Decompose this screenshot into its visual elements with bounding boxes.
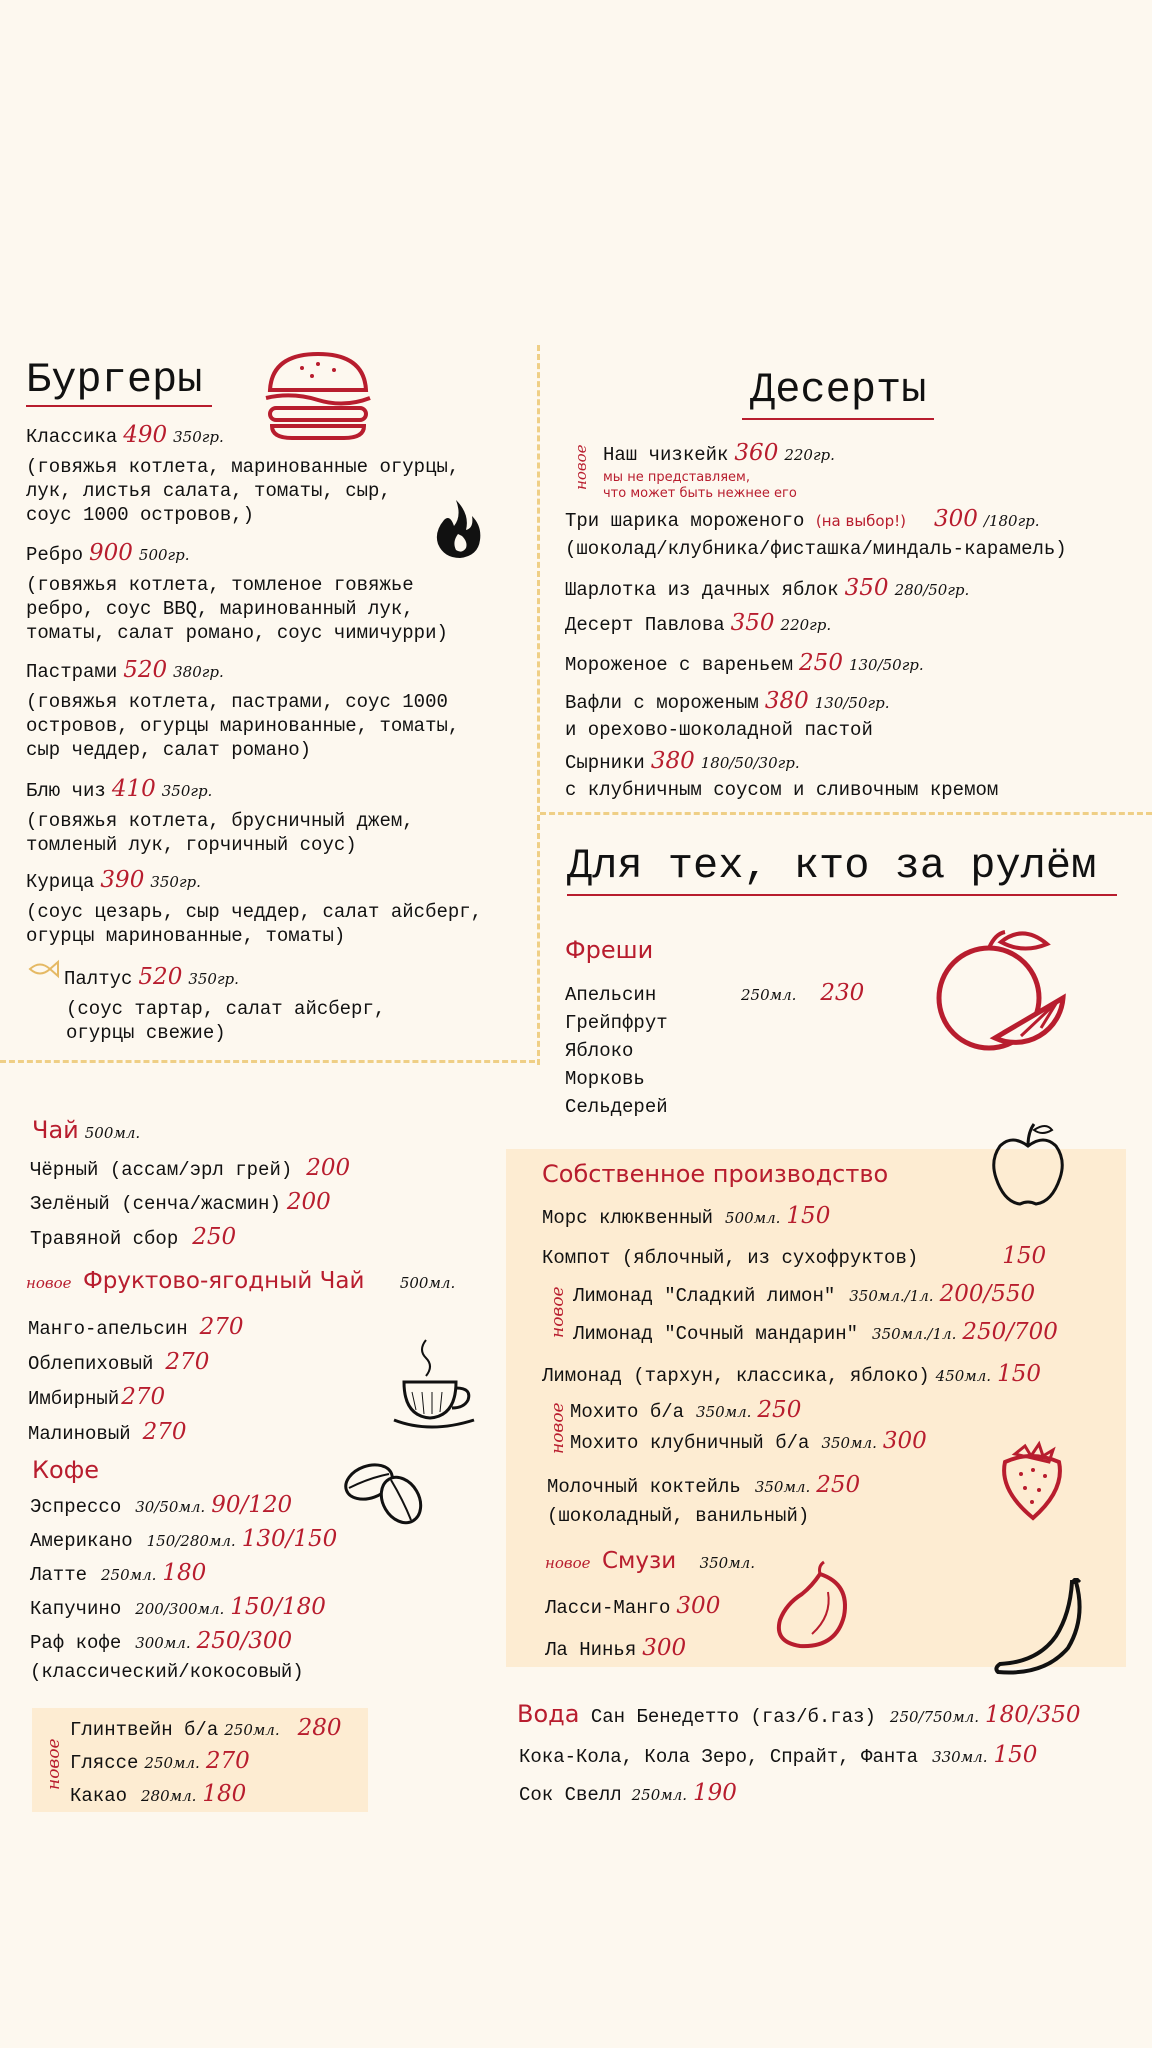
item-name: Лимонад "Сладкий лимон" <box>573 1285 836 1307</box>
item-price: 300 <box>676 1593 721 1619</box>
novoe-label: новое <box>44 1738 64 1790</box>
item-name: Зелёный (сенча/жасмин) <box>30 1193 281 1215</box>
coffee-item <box>30 1523 337 1557</box>
fruit-tea-item <box>28 1381 244 1416</box>
drivers-title-text: Для тех, кто за рулём <box>567 842 1117 896</box>
divider-vertical <box>537 345 540 1065</box>
fresh-item-name: Апельсин <box>565 984 657 1006</box>
item-name: Наш чизкейк <box>603 444 729 466</box>
item-name: Мороженое с вареньем <box>565 654 794 676</box>
item-desc: огурцы маринованные, томаты) <box>26 925 346 947</box>
item-name: Ла Нинья <box>545 1639 637 1661</box>
item-name: Классика <box>26 426 118 448</box>
item-desc: томленый лук, горчичный соус) <box>26 834 357 856</box>
item-price: 300 <box>933 506 978 532</box>
item-price: 360 <box>734 440 779 466</box>
item-price: 250 <box>816 1472 861 1498</box>
item-price: 200/550 <box>939 1281 1036 1307</box>
dessert-icecream <box>565 505 1067 563</box>
item-desc: (говяжья котлета, пастрами, соус 1000 <box>26 691 448 713</box>
item-weight: 220гр. <box>780 616 832 634</box>
own-mojito-1 <box>570 1397 801 1423</box>
own-mors <box>542 1203 830 1229</box>
own-kompot <box>542 1243 1046 1269</box>
item-note: (на выбор!) <box>815 512 906 530</box>
coffee-title: Кофе <box>32 1456 100 1484</box>
item-name: Раф кофе <box>30 1632 122 1654</box>
burger-item-3 <box>26 658 459 762</box>
item-name: Лимонад (тархун, классика, яблоко) <box>542 1365 930 1387</box>
item-price: 270 <box>142 1419 187 1445</box>
cheesecake-note-2: что может быть нежнее его <box>603 486 797 501</box>
smoothie-volume: 350мл. <box>699 1554 755 1572</box>
item-name: Палтус <box>64 968 133 990</box>
item-name: Манго-апельсин <box>28 1318 188 1340</box>
item-weight: 500гр. <box>138 546 190 564</box>
dessert-jam <box>565 650 924 676</box>
item-volume: 250мл. <box>144 1754 200 1772</box>
orange-icon <box>925 928 1070 1060</box>
coffee-list <box>30 1489 337 1685</box>
water-name: Сан Бенедетто (газ/б.газ) <box>590 1706 876 1728</box>
fresh-item <box>565 979 864 1009</box>
item-name: Глинтвейн б/а <box>70 1719 219 1741</box>
item-desc: лук, листья салата, томаты, сыр, <box>26 480 391 502</box>
item-name: Сырники <box>565 752 645 774</box>
fresh-title: Фреши <box>565 936 654 964</box>
item-volume: 330мл. <box>932 1748 988 1766</box>
hot-item <box>70 1746 342 1779</box>
item-price: 150 <box>993 1742 1038 1768</box>
novoe-label: новое <box>26 1274 72 1292</box>
raf-desc: (классический/кокосовый) <box>30 1661 304 1683</box>
novoe-label: новое <box>545 1554 591 1572</box>
dessert-waffles <box>565 688 889 744</box>
item-weight: 350гр. <box>150 873 201 891</box>
item-volume: 250мл. <box>224 1721 280 1739</box>
desserts-title <box>742 362 934 420</box>
burger-item-2 <box>26 541 448 645</box>
item-name: Три шарика мороженого <box>565 510 805 532</box>
item-weight: 130/50гр. <box>814 694 890 712</box>
item-volume: 250мл. <box>101 1566 157 1584</box>
item-price: 270 <box>165 1349 210 1375</box>
item-name: Малиновый <box>28 1423 131 1445</box>
item-desc: и орехово-шоколадной пастой <box>565 719 873 741</box>
item-price: 90/120 <box>211 1492 293 1518</box>
tea-header <box>32 1116 140 1144</box>
smoothie-item <box>545 1586 720 1628</box>
fruit-tea-list <box>28 1311 244 1451</box>
item-name: Эспрессо <box>30 1496 122 1518</box>
item-price: 150/180 <box>230 1594 326 1620</box>
item-volume: 30/50мл. <box>135 1498 206 1516</box>
item-volume: 200/300мл. <box>135 1600 225 1618</box>
burger-item-6 <box>64 965 385 1045</box>
item-weight: 350гр. <box>161 782 213 800</box>
banana-icon <box>990 1578 1090 1684</box>
novoe-label: новое <box>548 1402 568 1454</box>
item-price: 270 <box>121 1384 166 1410</box>
strawberry-icon <box>995 1440 1069 1522</box>
item-price: 250/700 <box>962 1319 1058 1345</box>
item-name: Мохито б/а <box>570 1401 685 1423</box>
item-price: 180 <box>202 1781 247 1807</box>
water-volume: 250/750мл. <box>889 1708 979 1726</box>
item-desc: огурцы свежие) <box>66 1022 226 1044</box>
item-weight: 380гр. <box>173 663 224 681</box>
hot-item <box>70 1779 342 1812</box>
tea-title: Чай <box>32 1116 79 1144</box>
fresh-item: Морковь <box>565 1068 645 1090</box>
water-price: 180/350 <box>984 1702 1081 1728</box>
fruit-tea-header <box>26 1268 455 1294</box>
water-line <box>517 1700 1081 1728</box>
juice-line <box>519 1780 737 1806</box>
item-volume: 150/280мл. <box>146 1532 236 1550</box>
item-price: 300 <box>882 1428 927 1454</box>
item-price: 520 <box>123 657 168 683</box>
coffee-item <box>30 1489 337 1523</box>
item-price: 250 <box>192 1224 237 1250</box>
item-name: Ребро <box>26 544 84 566</box>
item-desc: сыр чеддер, салат романо) <box>26 739 312 761</box>
item-price: 300 <box>642 1635 687 1661</box>
item-volume: 500мл. <box>725 1209 781 1227</box>
item-price: 190 <box>693 1780 737 1806</box>
item-price: 490 <box>123 422 168 448</box>
own-milkshake <box>547 1471 860 1531</box>
item-price: 250/300 <box>196 1628 293 1654</box>
item-price: 250 <box>799 650 843 676</box>
item-price: 350 <box>844 575 889 601</box>
novoe-label: новое <box>572 444 590 490</box>
item-name: Капучино <box>30 1598 122 1620</box>
dessert-syrniki <box>565 748 998 804</box>
item-desc: (говяжья котлета, томленое говяжье <box>26 574 414 596</box>
water-title: Вода <box>517 1700 580 1728</box>
divider-horizontal-right <box>540 812 1152 815</box>
drivers-title <box>567 842 1117 896</box>
item-volume: 350мл. <box>821 1434 877 1452</box>
item-weight: 180/50/30гр. <box>700 754 800 772</box>
item-name: Американо <box>30 1530 133 1552</box>
item-weight: 350гр. <box>173 428 224 446</box>
item-name: Кока-Кола, Кола Зеро, Спрайт, Фанта <box>519 1746 919 1768</box>
fresh-item: Грейпфрут <box>565 1012 668 1034</box>
item-price: 150 <box>1002 1243 1047 1269</box>
dessert-pavlova <box>565 610 831 636</box>
own-lemonade-2 <box>573 1319 1058 1345</box>
item-desc: (шоколад/клубника/фисташка/миндаль-карамель) <box>565 538 1067 560</box>
item-price: 380 <box>764 688 809 714</box>
item-desc: томаты, салат романо, соус чимичурри) <box>26 622 448 644</box>
fruit-tea-item <box>28 1416 244 1451</box>
fresh-volume: 250мл. <box>741 986 797 1004</box>
cola-line <box>519 1742 1037 1768</box>
burger-item-1 <box>26 423 459 527</box>
item-desc: островов, огурцы маринованные, томаты, <box>26 715 460 737</box>
burgers-title: Бургеры <box>26 355 212 407</box>
smoothie-item <box>545 1628 720 1670</box>
item-name: Вафли с мороженым <box>565 692 759 714</box>
item-desc: соус 1000 островов,) <box>26 504 255 526</box>
coffee-item <box>30 1557 337 1591</box>
tea-volume: 500мл. <box>84 1124 141 1142</box>
item-desc: с клубничным соусом и сливочным кремом <box>565 779 999 801</box>
item-name: Блю чиз <box>26 780 106 802</box>
dessert-sharlotka <box>565 575 969 601</box>
item-desc: (шоколадный, ванильный) <box>547 1505 810 1527</box>
item-price: 520 <box>138 964 183 990</box>
cheesecake-note-1: мы не представляем, <box>603 470 750 485</box>
burger-item-5 <box>26 868 482 948</box>
apple-icon <box>990 1120 1068 1208</box>
item-name: Пастрами <box>26 661 118 683</box>
tea-cup-icon <box>392 1338 478 1436</box>
item-weight: 350гр. <box>188 970 239 988</box>
item-weight: 220гр. <box>784 446 835 464</box>
item-volume: 280мл. <box>141 1787 197 1805</box>
fresh-price: 230 <box>820 980 865 1006</box>
item-desc: (говяжья котлета, брусничный джем, <box>26 810 414 832</box>
fresh-list <box>565 979 864 1121</box>
fruit-tea-volume: 500мл. <box>399 1274 456 1292</box>
item-name: Сок Свелл <box>519 1784 622 1806</box>
item-volume: 250мл. <box>631 1786 688 1804</box>
item-name: Курица <box>26 871 95 893</box>
own-title: Собственное производство <box>542 1160 889 1188</box>
item-price: 200 <box>306 1155 351 1181</box>
item-price: 250 <box>757 1397 802 1423</box>
item-name: Чёрный (ассам/эрл грей) <box>30 1159 293 1181</box>
item-weight: 280/50гр. <box>894 581 970 599</box>
item-name: Десерт Павлова <box>565 614 725 636</box>
fruit-tea-item <box>28 1311 244 1346</box>
item-desc: ребро, соус BBQ, маринованный лук, <box>26 598 414 620</box>
coffee-item <box>30 1625 337 1659</box>
smoothie-title: Смузи <box>601 1548 677 1574</box>
tea-item-1 <box>30 1155 350 1181</box>
item-name: Какао <box>70 1785 128 1807</box>
item-name: Морс клюквенный <box>542 1207 714 1229</box>
item-volume: 350мл./1л. <box>872 1325 957 1343</box>
item-price: 270 <box>199 1314 244 1340</box>
item-price: 150 <box>997 1361 1041 1387</box>
item-weight: 130/50гр. <box>848 656 924 674</box>
item-price: 390 <box>100 867 145 893</box>
mango-icon <box>772 1560 854 1652</box>
item-name: Латте <box>30 1564 88 1586</box>
fruit-tea-title: Фруктово-ягодный Чай <box>82 1268 365 1294</box>
own-mojito-2 <box>570 1428 927 1454</box>
item-volume: 350мл. <box>754 1478 811 1496</box>
hot-item <box>70 1713 342 1746</box>
item-name: Шарлотка из дачных яблок <box>565 579 839 601</box>
dessert-cheesecake <box>603 440 835 502</box>
novoe-label: новое <box>548 1286 568 1338</box>
item-weight: /180гр. <box>983 512 1040 530</box>
item-price: 280 <box>297 1715 342 1741</box>
item-name: Травяной сбор <box>30 1228 179 1250</box>
item-desc: (говяжья котлета, маринованные огурцы, <box>26 456 460 478</box>
fresh-item: Яблоко <box>565 1040 634 1062</box>
fish-icon <box>26 958 60 980</box>
tea-item-2 <box>30 1189 331 1215</box>
divider-horizontal-left <box>0 1060 535 1063</box>
item-desc: (соус тартар, салат айсберг, <box>66 998 386 1020</box>
item-price: 200 <box>286 1189 331 1215</box>
item-price: 350 <box>730 610 775 636</box>
own-lemonade-3 <box>542 1361 1041 1387</box>
item-price: 900 <box>89 540 133 566</box>
item-volume: 300мл. <box>135 1634 191 1652</box>
item-price: 410 <box>111 776 156 802</box>
item-name: Ласси-Манго <box>545 1597 671 1619</box>
fresh-item: Сельдерей <box>565 1096 668 1118</box>
item-name: Гляссе <box>70 1752 139 1774</box>
desserts-title-text: Десерты <box>742 362 934 420</box>
item-volume: 350мл./1л. <box>849 1287 934 1305</box>
item-price: 150 <box>786 1203 831 1229</box>
smoothie-header <box>545 1548 755 1574</box>
item-price: 270 <box>205 1748 250 1774</box>
item-name: Имбирный <box>28 1388 120 1410</box>
coffee-item <box>30 1591 337 1625</box>
item-name: Облепиховый <box>28 1353 154 1375</box>
smoothie-list <box>545 1586 720 1670</box>
own-lemonade-1 <box>573 1281 1035 1307</box>
item-price: 130/150 <box>241 1526 338 1552</box>
coffee-beans-icon <box>343 1460 429 1526</box>
tea-item-3 <box>30 1224 236 1250</box>
item-desc: (соус цезарь, сыр чеддер, салат айсберг, <box>26 901 483 923</box>
item-volume: 350мл. <box>696 1403 752 1421</box>
item-volume: 450мл. <box>935 1367 992 1385</box>
item-price: 180 <box>162 1560 207 1586</box>
burger-item-4 <box>26 777 414 857</box>
item-name: Мохито клубничный б/а <box>570 1432 810 1454</box>
item-name: Компот (яблочный, из сухофруктов) <box>542 1247 919 1269</box>
item-name: Лимонад "Сочный мандарин" <box>573 1323 859 1345</box>
item-name: Молочный коктейль <box>547 1476 741 1498</box>
hot-drinks-list <box>70 1713 342 1812</box>
item-price: 380 <box>650 748 695 774</box>
fruit-tea-item <box>28 1346 244 1381</box>
